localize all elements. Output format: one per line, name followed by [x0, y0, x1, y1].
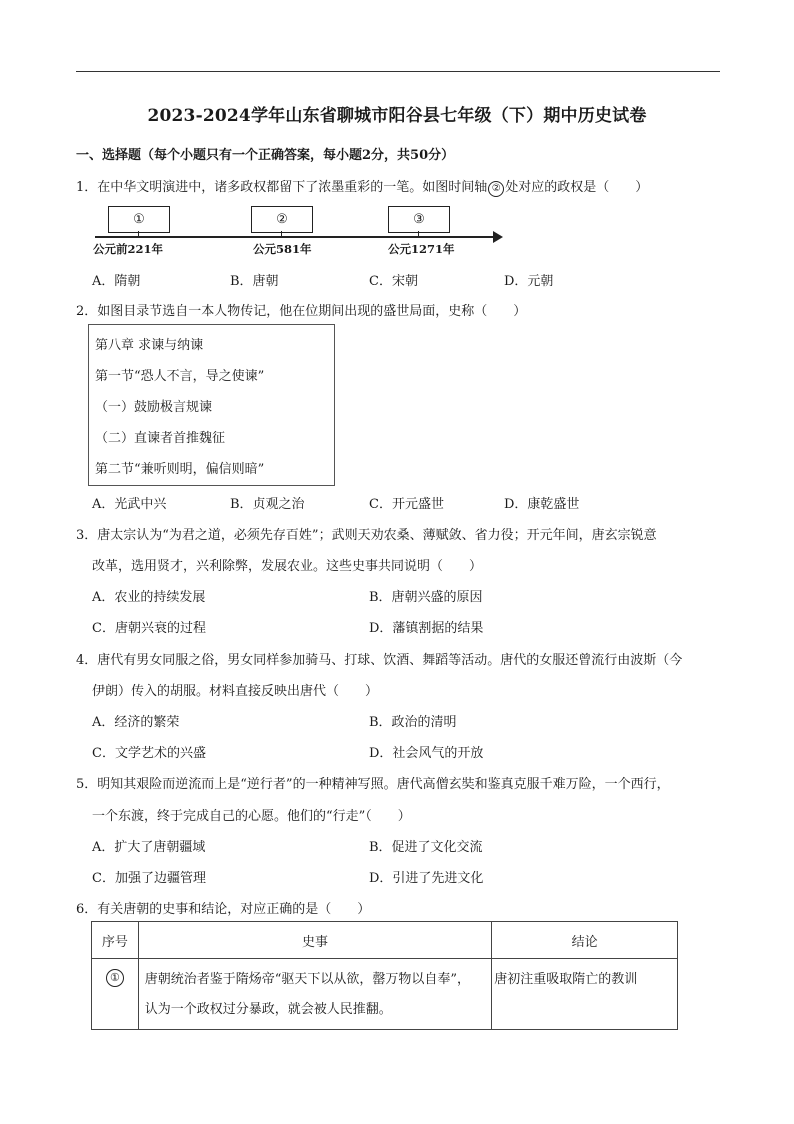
- question-1-text-a: 1．在中华文明演进中，诸多政权都留下了浓墨重彩的一笔。如图时间轴: [76, 180, 488, 195]
- question-1-option-a[interactable]: A．隋朝: [92, 274, 141, 289]
- timeline-tick: [281, 231, 282, 236]
- question-3-option-b[interactable]: B．唐朝兴盛的原因: [369, 590, 483, 605]
- question-5-stem-line-1: 5．明知其艰险而逆流而上是“逆行者”的一种精神写照。唐代高僧玄奘和鉴真克服千难万险，一个西行，: [76, 777, 670, 792]
- question-1-stem: [76, 176, 648, 197]
- timeline-label-1: 公元前221年: [93, 242, 164, 256]
- question-4-option-a[interactable]: A．经济的繁荣: [92, 715, 180, 730]
- timeline-label-3: 公元1271年: [388, 242, 455, 256]
- question-3-stem-line-2: 改革，选用贤才，兴利除弊，发展农业。这些史事共同说明（ ）: [92, 559, 483, 574]
- table-of-contents-box: [88, 324, 335, 486]
- toc-line: （一）鼓励极言规谏: [95, 400, 213, 415]
- toc-line: 第八章 求谏与纳谏: [95, 338, 204, 353]
- question-1-option-d[interactable]: D．元朝: [504, 274, 554, 289]
- question-1-option-c[interactable]: C．宋朝: [369, 274, 418, 289]
- question-1-text-b: 处对应的政权是（ ）: [505, 180, 649, 195]
- question-3-stem-line-1: 3．唐太宗认为“为君之道，必须先存百姓”；武则天劝农桑、薄赋敛、省力役；开元年间，唐玄宗锐意: [76, 528, 657, 543]
- question-5-option-b[interactable]: B．促进了文化交流: [369, 840, 483, 855]
- question-5-option-c[interactable]: C．加强了边疆管理: [92, 871, 206, 886]
- timeline-tick: [418, 231, 419, 236]
- table-header-cell: 序号: [92, 922, 139, 959]
- question-2-option-a[interactable]: A．光武中兴: [92, 497, 167, 512]
- table-cell-conclusion: [492, 959, 678, 1030]
- timeline-axis: [95, 236, 495, 238]
- history-table: [91, 921, 678, 1030]
- question-2-stem: 2．如图目录节选自一本人物传记，他在位期间出现的盛世局面，史称（ ）: [76, 304, 527, 319]
- question-4-option-d[interactable]: D．社会风气的开放: [369, 746, 484, 761]
- table-header-cell: 史事: [138, 922, 492, 959]
- row-number-mark: ①: [106, 969, 124, 987]
- timeline-tick: [138, 231, 139, 236]
- question-2-option-d[interactable]: D．康乾盛世: [504, 497, 580, 512]
- table-cell-number: [92, 959, 139, 1030]
- toc-line: 第二节“兼听则明，偏信则暗”: [95, 462, 265, 477]
- question-3-option-c[interactable]: C．唐朝兴衰的过程: [92, 621, 206, 636]
- timeline-box-2: ②: [251, 206, 313, 233]
- question-6-stem: 6．有关唐朝的史事和结论，对应正确的是（ ）: [76, 902, 371, 917]
- table-cell-event: [138, 959, 492, 1030]
- question-3-option-d[interactable]: D．藩镇割据的结果: [369, 621, 484, 636]
- question-5-stem-line-2: 一个东渡，终于完成自己的心愿。他们的“行走”（ ）: [92, 809, 411, 824]
- question-4-stem-line-2: 伊朗）传入的胡服。材料直接反映出唐代（ ）: [92, 684, 379, 699]
- question-4-option-c[interactable]: C．文学艺术的兴盛: [92, 746, 206, 761]
- toc-line: 第一节“恐人不言，导之使谏”: [95, 369, 265, 384]
- event-text-line-1: 唐朝统治者鉴于隋炀帝“驱天下以从欲，罄万物以自奉”，: [144, 972, 471, 987]
- event-text-line-2: 认为一个政权过分暴政，就会被人民推翻。: [144, 1002, 392, 1017]
- question-5-option-a[interactable]: A．扩大了唐朝疆域: [92, 840, 206, 855]
- question-1-circle-mark: ②: [488, 181, 504, 197]
- question-4-stem-line-1: 4．唐代有男女同服之俗，男女同样参加骑马、打球、饮酒、舞蹈等活动。唐代的女服还曾流行由波斯（今: [76, 653, 683, 668]
- question-1-option-b[interactable]: B．唐朝: [230, 274, 279, 289]
- table-header-cell: 结论: [492, 922, 678, 959]
- timeline-box-3: ③: [388, 206, 450, 233]
- timeline-arrow-icon: [493, 231, 503, 243]
- timeline-label-2: 公元581年: [253, 242, 312, 256]
- question-2-option-c[interactable]: C．开元盛世: [369, 497, 444, 512]
- question-4-option-b[interactable]: B．政治的清明: [369, 715, 457, 730]
- conclusion-text: 唐初注重吸取隋亡的教训: [494, 972, 638, 987]
- question-2-option-b[interactable]: B．贞观之治: [230, 497, 305, 512]
- question-5-option-d[interactable]: D．引进了先进文化: [369, 871, 484, 886]
- section-heading: 一、选择题（每个小题只有一个正确答案，每小题2分，共50分）: [76, 148, 455, 163]
- table-row: [92, 959, 678, 1030]
- question-3-option-a[interactable]: A．农业的持续发展: [92, 590, 206, 605]
- page-title: 2023-2024学年山东省聊城市阳谷县七年级（下）期中历史试卷: [147, 106, 647, 126]
- header-rule: [76, 71, 720, 72]
- timeline-box-1: ①: [108, 206, 170, 233]
- toc-line: （二）直谏者首推魏征: [95, 431, 226, 446]
- table-header-row: [92, 922, 678, 959]
